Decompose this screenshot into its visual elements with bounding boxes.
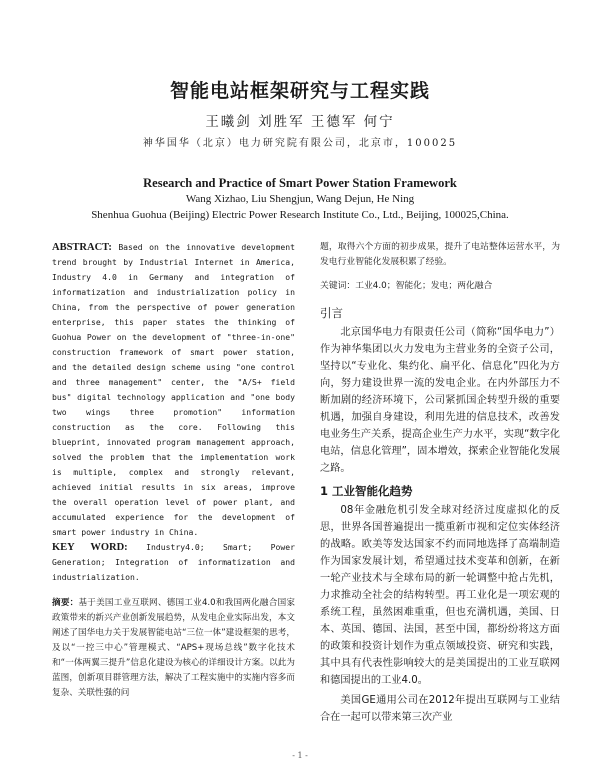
section-1-paragraph-2: 美国GE通用公司在2012年提出互联网与工业结合在一起可以带来第三次产业 [320,695,560,723]
authors-en: Wang Xizhao, Liu Shengjun, Wang Dejun, He Ning [185,193,415,205]
abstract-cn-label: 摘要： [52,598,79,608]
page-number: - 1 - [292,751,308,760]
affiliation-en: Shenhua Guohua (Beijing) Electric Power Research Institute Co., Ltd., Beijing, 100025,China. [91,209,509,221]
section-1-paragraph-1: 08年金融危机引发全球对经济过度虚拟化的反思，世界各国普遍提出一揽重新市视和定位实体经济的战略。欧美等发达国家不约而同地选择了高端制造作为国家发展计划，希望通过技术变革和创新，在新一轮产业技术与全球布局的新一轮调整中抢占先机，力求推动全社会的结构转型。再工业化是一项宏观的系统工程，虽然困难重重，但也充满机遇，美国、日本、英国、德国、法国，甚至中国，都纷纷将这方面的政策和投资计划作为重点领域投资、研究和实践，其中具有代表性影响较大的是美国提出的工业互联网和德国提出的工业4.0。 [320,505,560,686]
keyword-label: KEY WORD: [52,542,128,553]
abstract-cn-continued: 题，取得六个方面的初步成果，提升了电站整体运营水平，为发电行业智能化发展积累了经验。 [320,242,560,267]
intro-paragraph: 北京国华电力有限责任公司（简称“国华电力”）作为神华集团以火力发电为主营业务的全资子公司，坚持以“专业化、集约化、扁平化、信息化”四化为方向，努力建设世界一流的发电企业。在内外部压力不断加剧的经济环境下，公司紧抓国企转型升级的重要机遇，加强自身建设，利用先进的信息技术，改善发电业务生产关系，提高企业生产力水平，实现“数字化电站，信息化管理”，固本增效，探索企业智能化发展之路。 [320,327,560,474]
right-column [320,240,560,726]
abstract-cn [52,596,295,701]
section-1-heading: 1 工业智能化趋势 [320,484,413,498]
abstract-en [52,240,295,585]
keyword-text: Industry4.0; Smart; Power Generation; Integration of informatization and industrialization. [52,542,295,582]
abstract-text: Based on the innovative development trend brought by Industrial Internet in America, Industry 4.0 in Germany and integration of informatization and industrialization policy in China, from the perspective of power generation enterprise, this paper states the thinking of Guohua Power on the development of "three-in-one" construction framework of smart power station, and the detailed design scheme using "one control and three management" center, the "A/S+ field bus" digital technology application and "one body two wings three promotion" information construction as the core. Following this blueprint, innovated program management approach, solved the problem that the implementation work is multiple, complex and strongly relevant, achieved initial results in six areas, improve the overall operation level of power plant, and accumulated experience for the development of smart power industry in China. [52,242,295,537]
paper-title-en: Research and Practice of Smart Power Station Framework [143,176,457,190]
paper-title-cn: 智能电站框架研究与工程实践 [169,80,430,102]
authors-cn: 王曦剑 刘胜军 王德军 何宁 [205,114,395,130]
abstract-cn-text: 基于美国工业互联网、德国工业4.0和我国两化融合国家政策带来的新兴产业创新发展趋势，从发电企业实际出发，本文阐述了国华电力关于发展智能电站“三位一体”建设框架的思考，及以“一控三中心”管理模式、“APS+现场总线”数字化技术和“一体两翼三提升”信息化建设为核心的详细设计方案。以此为蓝图，创新项目群管理方法，解决了工程实施中的实施内容多而复杂、关联性强的问 [52,598,295,698]
intro-heading: 引言 [320,306,343,320]
keywords-cn: 关键词：工业4.0；智能化；发电；两化融合 [320,281,493,291]
affiliation-cn: 神华国华（北京）电力研究院有限公司，北京市，100025 [142,138,458,149]
abstract-label: ABSTRACT: [52,242,112,253]
